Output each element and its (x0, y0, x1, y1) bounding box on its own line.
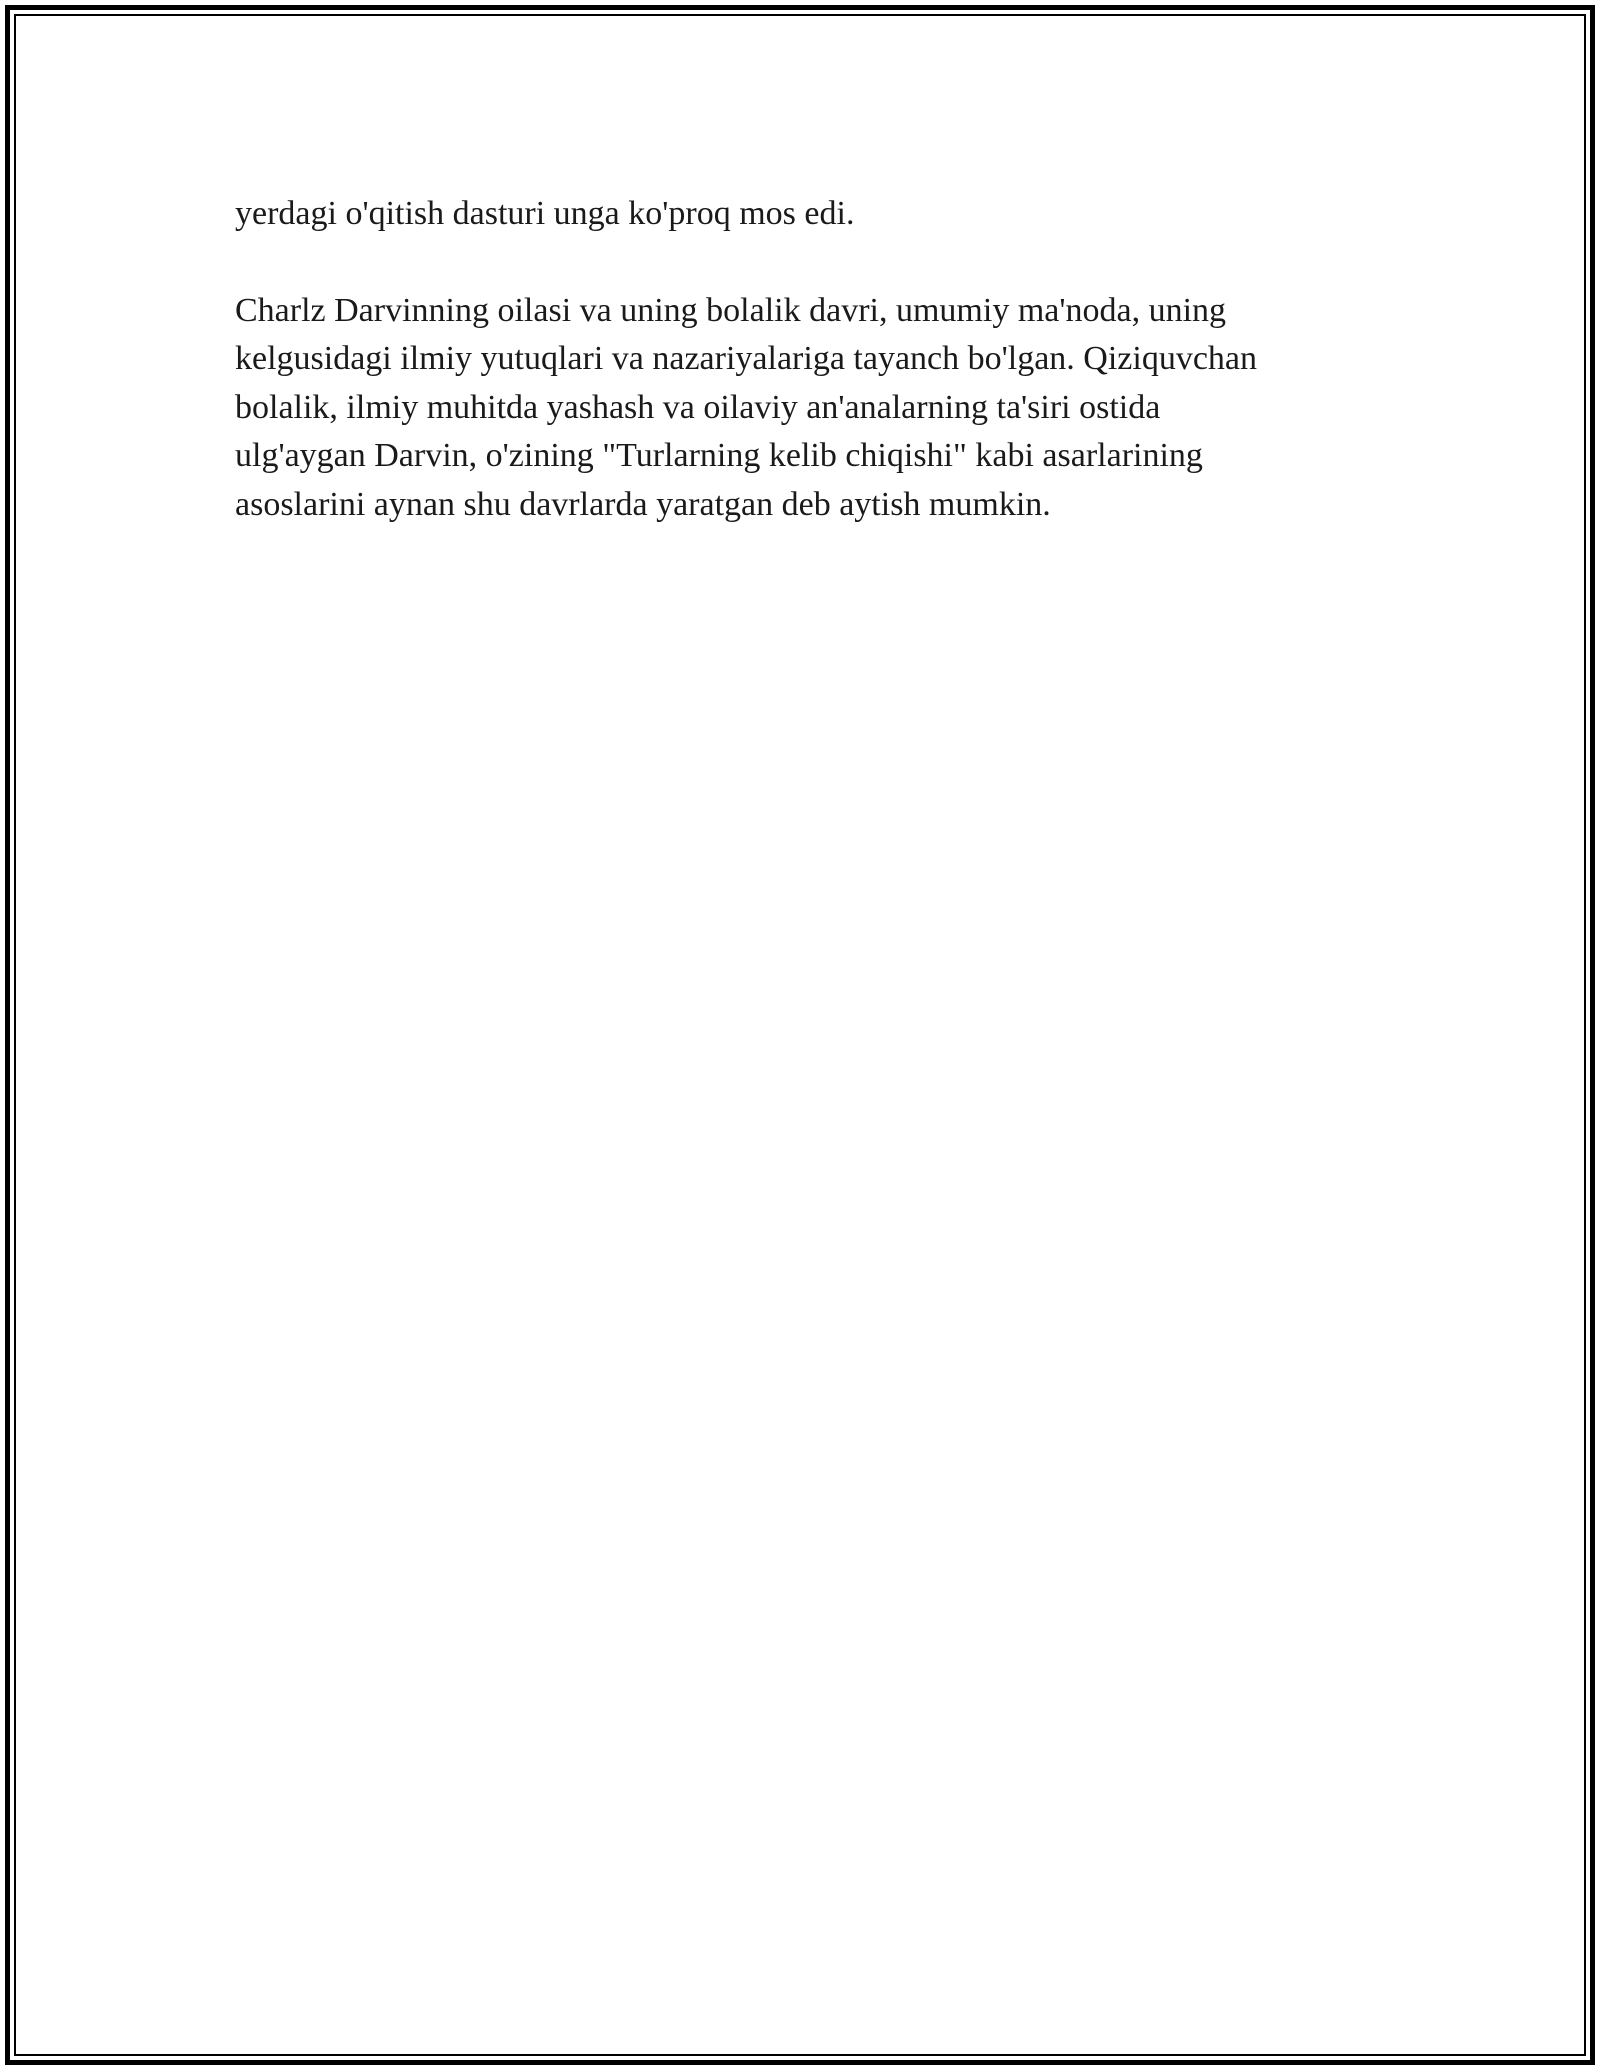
paragraph-darwin-childhood (235, 287, 1385, 530)
text-line: asoslarini aynan shu davrlarda yaratgan deb aytish mumkin. (235, 485, 1051, 523)
text-line: ulg'aygan Darvin, o'zining "Turlarning kelib chiqishi" kabi asarlarining (235, 437, 1203, 474)
page-body (235, 190, 1385, 529)
text-line: yerdagi o'qitish dasturi unga ko'proq mos edi. (235, 195, 855, 232)
paragraph-continuation (235, 190, 1385, 239)
text-line: Charlz Darvinning oilasi va uning bolalik davri, umumiy ma'noda, uning (235, 291, 1227, 329)
text-line: bolalik, ilmiy muhitda yashash va oilaviy an'analarning ta'siri ostida (235, 388, 1161, 426)
text-line: kelgusidagi ilmiy yutuqlari va nazariyalariga tayanch bo'lgan. Qiziquvchan (235, 340, 1258, 377)
